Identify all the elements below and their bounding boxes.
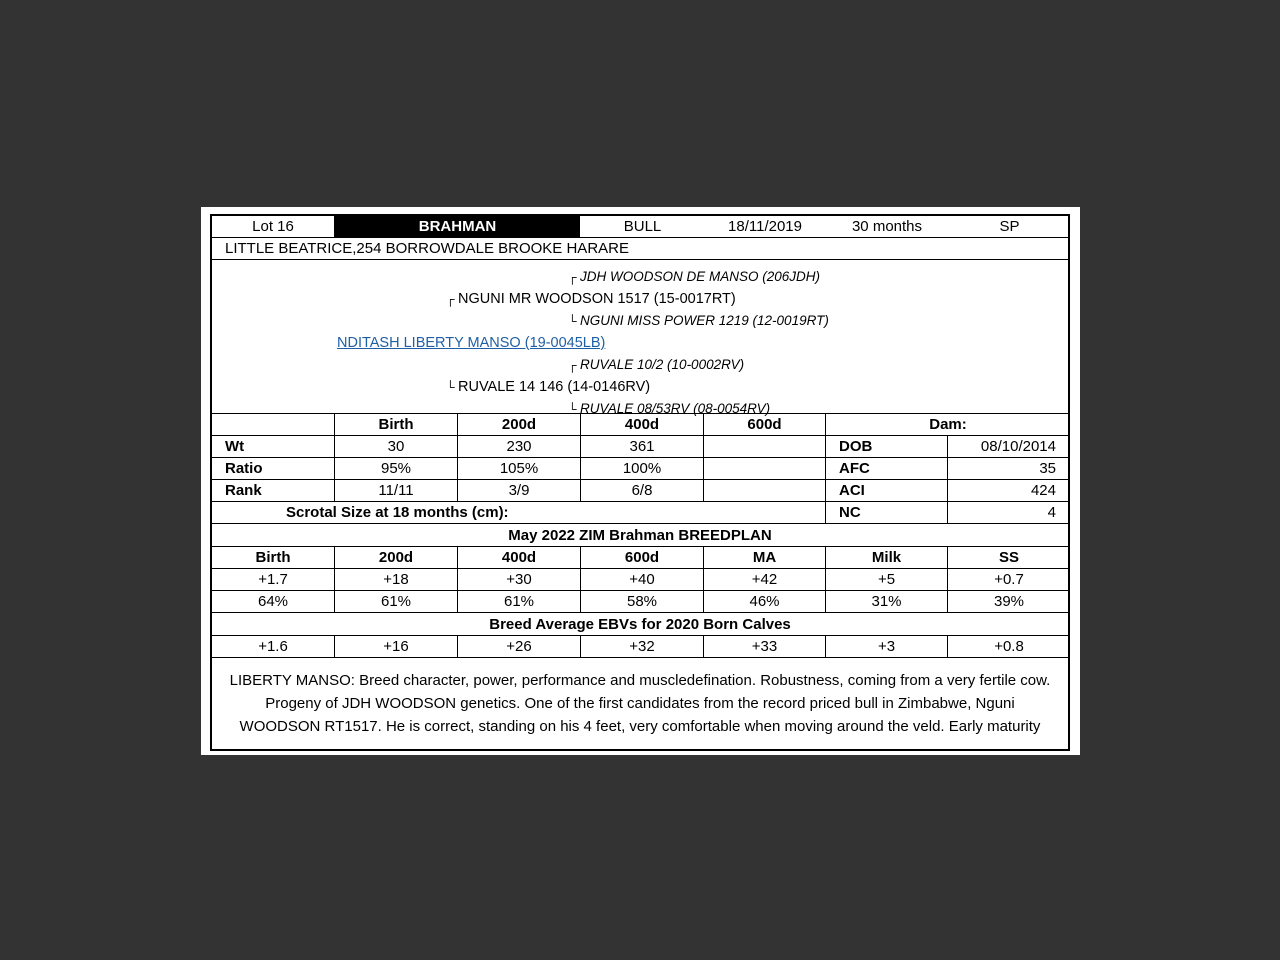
description-line: Progeny of JDH WOODSON genetics. One of the first candidates from the record priced bull in Zimbabwe, Nguni xyxy=(265,695,1015,712)
table-cell: +0.8 xyxy=(994,638,1024,655)
table-cell: 30 xyxy=(335,436,458,457)
ebv-header: Milk xyxy=(826,547,948,568)
corner-top-glyph: ┌ xyxy=(568,358,577,372)
dam xyxy=(446,379,650,395)
dam-label: AFC xyxy=(826,458,948,479)
animal-name-link[interactable]: NDITASH LIBERTY MANSO (19-0045LB) xyxy=(337,335,606,351)
lot-number: Lot 16 xyxy=(212,216,335,237)
dam-name: RUVALE 14 146 (14-0146RV) xyxy=(458,379,651,395)
table-cell: 61% xyxy=(458,591,581,612)
sire xyxy=(446,291,736,307)
table-cell xyxy=(704,458,826,479)
dam-value: 08/10/2014 xyxy=(980,438,1056,455)
table-cell: 230 xyxy=(458,436,581,457)
table-cell: +32 xyxy=(581,636,704,657)
table-cell: +0.7 xyxy=(994,571,1024,588)
lot-card xyxy=(201,207,1080,755)
sire-dam xyxy=(568,313,829,328)
breedplan-title: May 2022 ZIM Brahman BREEDPLAN xyxy=(508,526,772,544)
sire-sire-name: JDH WOODSON DE MANSO (206JDH) xyxy=(580,269,821,284)
table-cell: +30 xyxy=(458,569,581,590)
dam-label: ACI xyxy=(826,480,948,501)
table-cell: 11/11 xyxy=(335,480,458,501)
breed-average-title-row xyxy=(212,613,1068,636)
table-cell: 95% xyxy=(335,458,458,479)
dam-label: DOB xyxy=(826,436,948,457)
perf-header-400d: 400d xyxy=(581,414,704,435)
dam-dam-name: RUVALE 08/53RV (08-0054RV) xyxy=(580,401,771,416)
table-cell: +40 xyxy=(581,569,704,590)
perf-header-200d: 200d xyxy=(458,414,581,435)
table-cell: +1.6 xyxy=(212,636,335,657)
perf-header-birth: Birth xyxy=(335,414,458,435)
row-label: Rank xyxy=(212,480,335,501)
ebv-header: MA xyxy=(704,547,826,568)
table-cell: 3/9 xyxy=(458,480,581,501)
sire-sire xyxy=(568,269,820,284)
table-cell: 361 xyxy=(581,436,704,457)
row-label: Wt xyxy=(212,436,335,457)
table-cell: +26 xyxy=(458,636,581,657)
breed-average-row xyxy=(212,636,1068,658)
table-cell xyxy=(704,436,826,457)
table-cell: +18 xyxy=(335,569,458,590)
breedplan-title-row xyxy=(212,524,1068,547)
table-cell: 64% xyxy=(212,591,335,612)
performance-header-row xyxy=(212,414,1068,436)
sire-name: NGUNI MR WOODSON 1517 (15-0017RT) xyxy=(458,291,736,307)
corner-blank xyxy=(212,414,335,435)
ebv-header: 200d xyxy=(335,547,458,568)
ebv-header: SS xyxy=(998,549,1019,566)
dam-value: 35 xyxy=(1039,460,1056,477)
ebv-header: 400d xyxy=(458,547,581,568)
sire-dam-name: NGUNI MISS POWER 1219 (12-0019RT) xyxy=(580,313,829,328)
corner-top-glyph: ┌ xyxy=(568,270,577,284)
ratio-row xyxy=(212,458,1068,480)
age-label: 30 months xyxy=(851,218,923,235)
table-cell: 58% xyxy=(581,591,704,612)
table-cell: +1.7 xyxy=(212,569,335,590)
birth-date: 18/11/2019 xyxy=(728,218,802,235)
table-cell: 100% xyxy=(581,458,704,479)
table-cell: 61% xyxy=(335,591,458,612)
accuracy-row xyxy=(212,591,1068,613)
corner-bottom-glyph: └ xyxy=(568,402,577,416)
description-line: LIBERTY MANSO: Breed character, power, performance and muscledefination. Robustness, coming from a very fertile cow. xyxy=(229,672,1051,689)
table-cell: +42 xyxy=(704,569,826,590)
description-line: WOODSON RT1517. He is correct, standing on his 4 feet, very comfortable when moving around the veld. Early maturity xyxy=(239,718,1041,735)
ebv-row xyxy=(212,569,1068,591)
dam-title: Dam: xyxy=(929,416,967,433)
status-label: SP xyxy=(999,218,1020,235)
corner-bottom-glyph: └ xyxy=(568,314,577,328)
table-cell: 6/8 xyxy=(581,480,704,501)
lot-description xyxy=(212,658,1068,749)
corner-bottom-glyph: └ xyxy=(446,380,455,394)
corner-top-glyph: ┌ xyxy=(446,292,455,306)
table-cell: 46% xyxy=(704,591,826,612)
ebv-header: Birth xyxy=(212,547,335,568)
catalogue-table xyxy=(210,214,1070,751)
header-row xyxy=(212,216,1068,238)
dam-value: 424 xyxy=(1030,482,1056,499)
owner-address: LITTLE BEATRICE,254 BORROWDALE BROOKE HARARE xyxy=(225,240,629,257)
perf-header-600d: 600d xyxy=(704,414,826,435)
table-cell: 105% xyxy=(458,458,581,479)
weight-row xyxy=(212,436,1068,458)
owner-row xyxy=(212,238,1068,260)
table-cell: +33 xyxy=(704,636,826,657)
sex-label: BULL xyxy=(623,218,662,235)
dam-label: NC xyxy=(826,502,948,523)
table-cell: 31% xyxy=(826,591,948,612)
breedplan-header-row xyxy=(212,547,1068,569)
breed-label: BRAHMAN xyxy=(335,216,580,237)
table-cell xyxy=(704,480,826,501)
rank-row xyxy=(212,480,1068,502)
scrotal-row xyxy=(212,502,1068,524)
pedigree-section xyxy=(212,260,1068,414)
table-cell: 39% xyxy=(993,593,1025,610)
table-cell: +3 xyxy=(826,636,948,657)
dam-sire xyxy=(568,357,744,372)
dam-value: 4 xyxy=(1047,504,1056,521)
ebv-header: 600d xyxy=(581,547,704,568)
breed-average-title: Breed Average EBVs for 2020 Born Calves xyxy=(489,615,791,633)
scrotal-label: Scrotal Size at 18 months (cm): xyxy=(212,502,826,523)
table-cell: +5 xyxy=(826,569,948,590)
table-cell: +16 xyxy=(335,636,458,657)
row-label: Ratio xyxy=(212,458,335,479)
dam-sire-name: RUVALE 10/2 (10-0002RV) xyxy=(580,357,745,372)
